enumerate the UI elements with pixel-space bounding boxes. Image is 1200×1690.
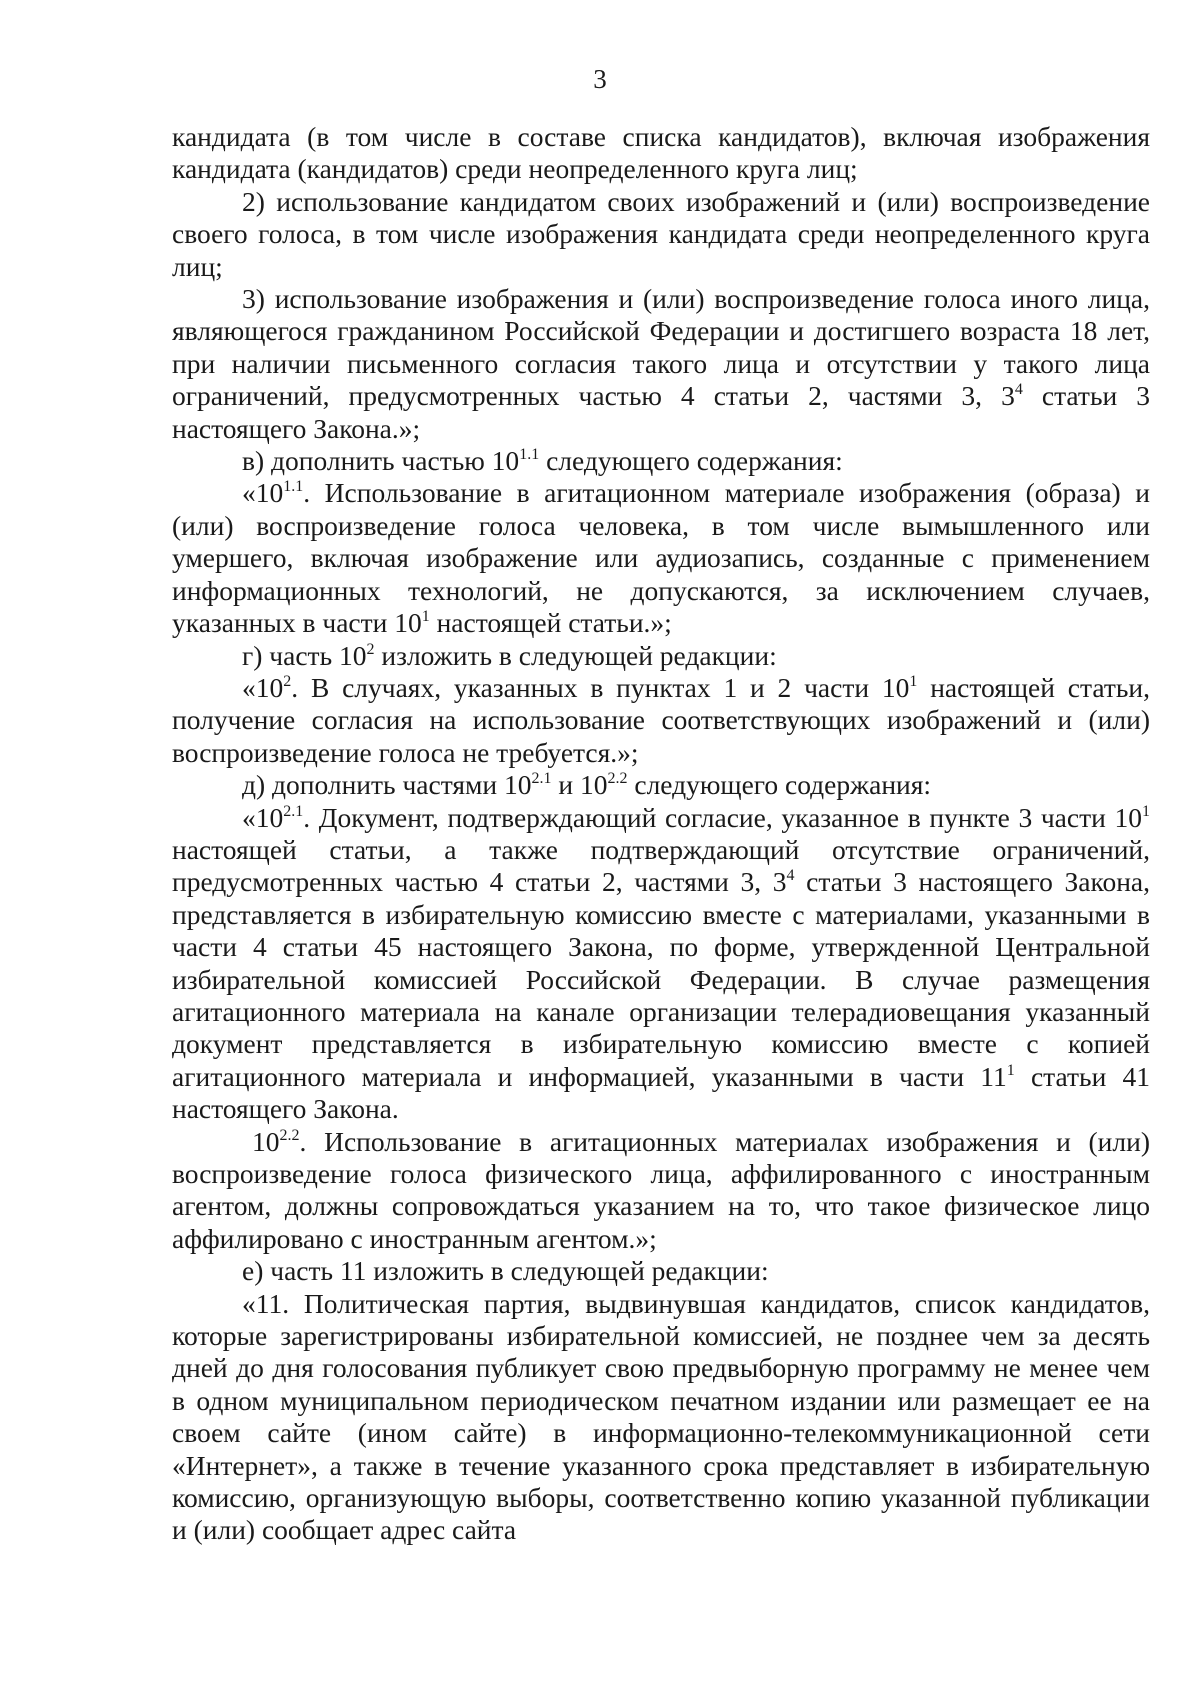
paragraph bbox=[172, 769, 1150, 801]
text-run: . Использование в агитационном материале изображения (образа) и (или) воспроизведение голоса человека, в том числе вымышленного или умершего, включая изображение или аудиозапись, созданные с применением информационных технологий, не допускаются, за исключением случаев, указанных в части 10 bbox=[172, 477, 1150, 639]
text-run: и 10 bbox=[551, 769, 608, 801]
paragraph bbox=[172, 121, 1150, 186]
text-run: 3) использование изображения и (или) воспроизведение голоса иного лица, являющегося гражданином Российской Федерации и достигшего возраста 18 лет, при наличии письменного согласия такого лица и отсутствии у такого лица ограничений, предусмотренных частью 4 статьи 2, частями 3, 3 bbox=[172, 283, 1150, 412]
superscript: 2 bbox=[366, 640, 375, 658]
paragraph bbox=[172, 672, 1150, 769]
paragraph bbox=[172, 445, 1150, 477]
paragraph bbox=[172, 1288, 1150, 1547]
paragraph bbox=[172, 1255, 1150, 1287]
superscript: 4 bbox=[1014, 381, 1023, 399]
paragraph bbox=[172, 283, 1150, 445]
text-run: д) дополнить частями 10 bbox=[242, 769, 532, 801]
text-run: кандидата (в том числе в составе списка кандидатов), включая изображения кандидата (кандидатов) среди неопределенного круга лиц; bbox=[172, 121, 1150, 185]
text-run: 2) использование кандидатом своих изображений и (или) воспроизведение своего голоса, в том числе изображения кандидата среди неопределенного круга лиц; bbox=[172, 185, 1150, 282]
text-run: изложить в следующей редакции: bbox=[374, 639, 777, 671]
text-run: «10 bbox=[242, 801, 284, 833]
text-run: . В случаях, указанных в пунктах 1 и 2 части 10 bbox=[291, 671, 910, 703]
text-run: «10 bbox=[242, 477, 284, 509]
document-body bbox=[172, 121, 1150, 1547]
text-run: в) дополнить частью 10 bbox=[242, 445, 520, 477]
paragraph bbox=[172, 802, 1150, 1126]
superscript: 1 bbox=[909, 672, 918, 690]
superscript: 2.1 bbox=[283, 802, 304, 820]
superscript: 2.1 bbox=[531, 770, 552, 788]
page-number: 3 bbox=[593, 64, 607, 94]
text-run: следующего содержания: bbox=[627, 769, 932, 801]
text-run: настоящей статьи, получение согласия на использование соответствующих изображений и (или) воспроизведение голоса не требуется.»; bbox=[172, 671, 1150, 768]
text-run: статьи 3 настоящего Закона.»; bbox=[172, 380, 1150, 444]
paragraph bbox=[172, 477, 1150, 639]
superscript: 2 bbox=[283, 672, 292, 690]
text-run: «11. Политическая партия, выдвинувшая кандидатов, список кандидатов, которые зарегистрированы избирательной комиссией, не позднее чем за десять дней до дня голосования публикует свою предвыборную программу не менее чем в одном муниципальном периодическом печатном издании или размещает ее на своем сайте (ином сайте) в информационно-телекоммуникационной сети «Интернет», а также в течение указанного срока представляет в избирательную комиссию, организующую выборы, соответственно копию указанной публикации и (или) сообщает адрес сайта bbox=[172, 1287, 1150, 1546]
paragraph bbox=[172, 1126, 1150, 1256]
text-run: . Документ, подтверждающий согласие, указанное в пункте 3 части 10 bbox=[303, 801, 1142, 833]
text-run: настоящей статьи.»; bbox=[429, 607, 672, 639]
text-run: е) часть 11 изложить в следующей редакции: bbox=[242, 1255, 769, 1287]
text-run: г) часть 10 bbox=[242, 639, 367, 671]
superscript: 1.1 bbox=[283, 478, 304, 496]
superscript: 1 bbox=[1142, 802, 1150, 820]
superscript: 1 bbox=[421, 608, 430, 626]
superscript: 2.2 bbox=[607, 770, 628, 788]
text-run: статьи 3 настоящего Закона, представляется в избирательную комиссию вместе с материалами, указанными в части 4 статьи 45 настоящего Закона, по форме, утвержденной Центральной избирательной комиссией Российской Федерации. В случае размещения агитационного материала на канале организации телерадиовещания указанный документ представляется в избирательную комиссию вместе с копией агитационного материала и информацией, указанными в части 11 bbox=[172, 866, 1150, 1092]
paragraph bbox=[172, 186, 1150, 283]
text-run: 10 bbox=[252, 1125, 280, 1157]
text-run: настоящей статьи, а также подтверждающий отсутствие ограничений, предусмотренных частью 4 статьи 2, частями 3, 3 bbox=[172, 833, 1150, 898]
superscript: 1 bbox=[1006, 1061, 1015, 1079]
text-run: следующего содержания: bbox=[539, 445, 843, 477]
superscript: 4 bbox=[786, 867, 795, 885]
paragraph bbox=[172, 640, 1150, 672]
text-run: статьи 41 настоящего Закона. bbox=[172, 1060, 1150, 1125]
superscript: 2.2 bbox=[279, 1126, 300, 1144]
text-run: . Использование в агитационных материалах изображения и (или) воспроизведение голоса физического лица, аффилированного с иностранным агентом, должны сопровождаться указанием на то, что такое физическое лицо аффилировано с иностранным агентом.»; bbox=[172, 1125, 1150, 1254]
superscript: 1.1 bbox=[519, 446, 540, 464]
text-run: «10 bbox=[242, 671, 284, 703]
